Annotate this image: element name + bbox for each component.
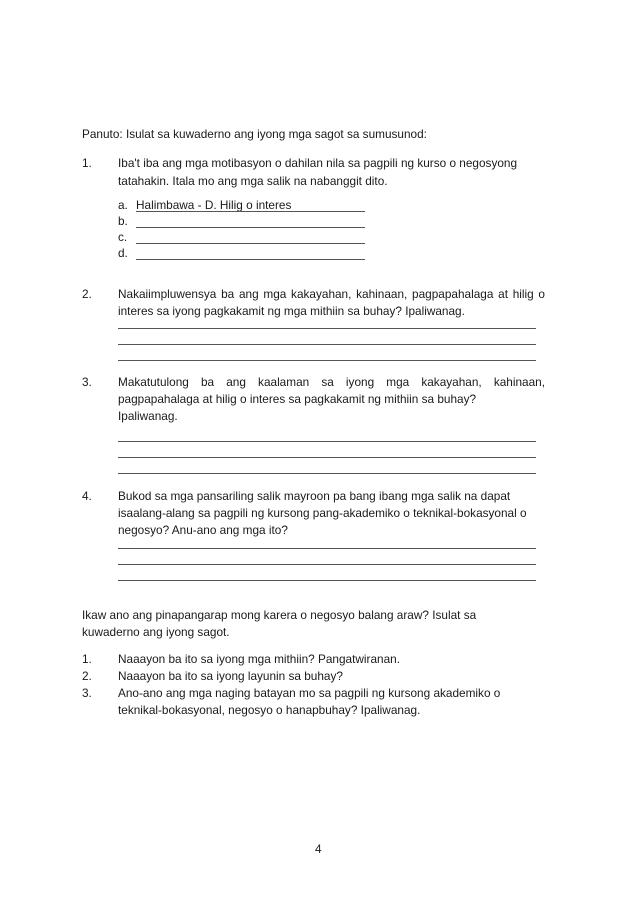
answer-line[interactable] — [118, 360, 536, 361]
answer-a-example: Halimbawa - D. Hilig o interes — [136, 198, 292, 212]
answer-line[interactable] — [118, 344, 536, 345]
answer-b-letter: b. — [118, 214, 128, 228]
answer-d-letter: d. — [118, 246, 128, 260]
answer-line[interactable] — [118, 457, 536, 458]
career-intro-line1: Ikaw ano ang pinapangarap mong karera o negosyo balang araw? Isulat sa — [82, 608, 477, 622]
career-item-2-number: 2. — [82, 669, 92, 683]
question-4-line3: negosyo? Anu-ano ang mga ito? — [118, 523, 288, 537]
answer-c-letter: c. — [118, 230, 128, 244]
answer-line[interactable] — [118, 328, 536, 329]
question-4-line1: Bukod sa mga pansariling salik mayroon pa bang ibang mga salik na dapat — [118, 489, 511, 503]
answer-b-blank[interactable] — [136, 227, 365, 228]
question-2-line1: Nakaiimpluwensya ba ang mga kakayahan, kahinaan, pagpapahalaga at hilig o — [118, 287, 545, 301]
question-4-line2: isaalang-alang sa pagpili ng kursong pang-akademiko o teknikal-bokasyonal o — [118, 506, 527, 520]
question-3-line3: Ipaliwanag. — [118, 409, 178, 423]
answer-d-blank[interactable] — [136, 259, 365, 260]
question-1-number: 1. — [82, 156, 92, 170]
question-3-line1: Makatutulong ba ang kaalaman sa iyong mga kakayahan, kahinaan, — [118, 375, 545, 389]
answer-line[interactable] — [118, 441, 536, 442]
career-item-1-number: 1. — [82, 652, 92, 666]
question-4-number: 4. — [82, 489, 92, 503]
career-item-1-text: Naaayon ba ito sa iyong mga mithiin? Pangatwiranan. — [118, 652, 400, 666]
answer-a-blank[interactable] — [136, 211, 365, 212]
answer-a-letter: a. — [118, 198, 128, 212]
question-1-line2: tatahakin. Itala mo ang mga salik na nabanggit dito. — [118, 174, 388, 188]
career-intro-line2: kuwaderno ang iyong sagot. — [82, 625, 230, 639]
question-3-line2: pagpapahalaga at hilig o interes sa pagkakamit ng mithiin sa buhay? — [118, 392, 477, 406]
page-number: 4 — [315, 842, 322, 856]
question-3-number: 3. — [82, 375, 92, 389]
answer-line[interactable] — [118, 473, 536, 474]
career-item-3-number: 3. — [82, 686, 92, 700]
answer-c-blank[interactable] — [136, 243, 365, 244]
career-item-3-text-cont: teknikal-bokasyonal, negosyo o hanapbuhay? Ipaliwanag. — [118, 703, 421, 717]
question-2-number: 2. — [82, 287, 92, 301]
answer-line[interactable] — [118, 564, 536, 565]
answer-line[interactable] — [118, 580, 536, 581]
career-item-3-text: Ano-ano ang mga naging batayan mo sa pagpili ng kursong akademiko o — [118, 686, 501, 700]
instruction-text: Panuto: Isulat sa kuwaderno ang iyong mga sagot sa sumusunod: — [82, 127, 427, 141]
answer-line[interactable] — [118, 548, 536, 549]
career-item-2-text: Naaayon ba ito sa iyong layunin sa buhay? — [118, 669, 343, 683]
question-1-line1: Iba't iba ang mga motibasyon o dahilan nila sa pagpili ng kurso o negosyong — [118, 156, 518, 170]
question-2-line2: interes sa iyong pagkakamit ng mga mithiin sa buhay? Ipaliwanag. — [118, 304, 465, 318]
